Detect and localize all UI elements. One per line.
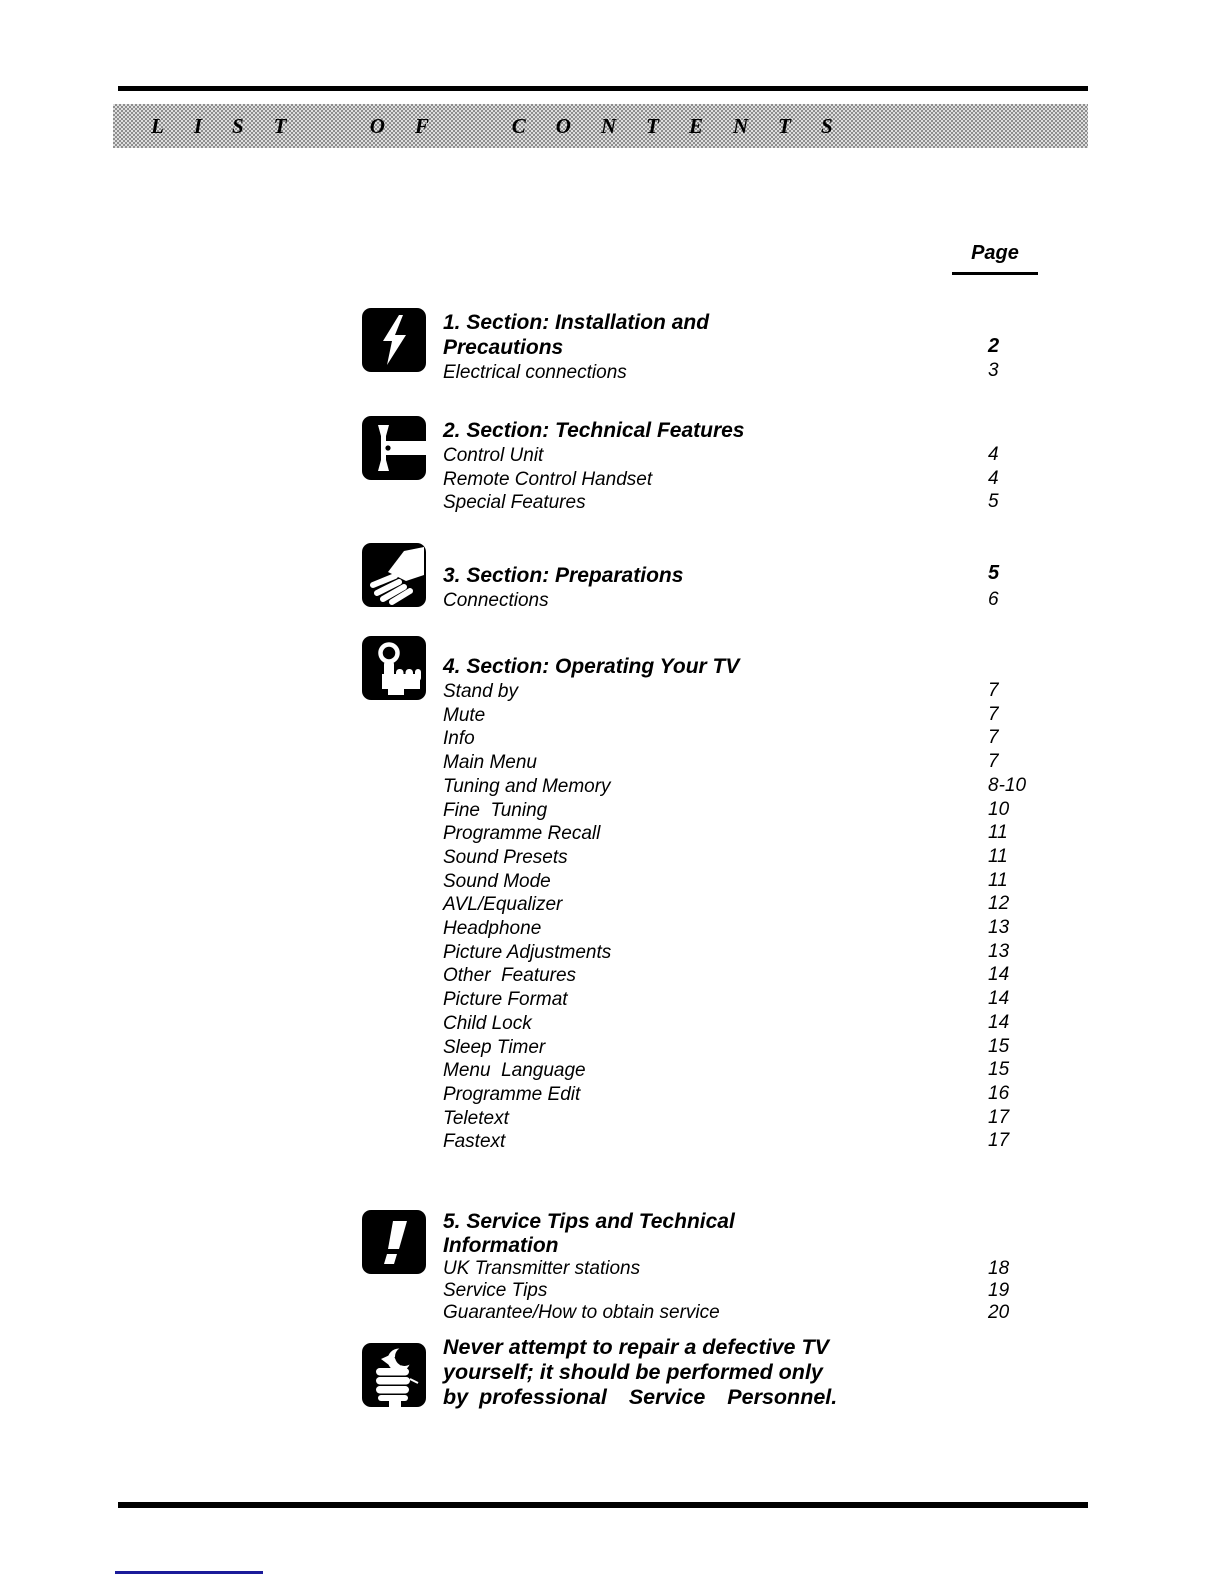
toc-item-page: 18 [988, 1258, 1010, 1279]
toc-item-page: 5 [988, 491, 999, 512]
toc-row [443, 1258, 1083, 1280]
toc-item-label: Child Lock [443, 1012, 532, 1034]
toc-item-label: Sound Mode [443, 870, 551, 892]
section-title-page: 2 [988, 335, 1000, 357]
section-body [443, 416, 1083, 515]
toc-item-label: UK Transmitter stations [443, 1258, 641, 1279]
page-label-underline [952, 272, 1038, 275]
toc-item-page: 7 [988, 727, 999, 749]
toc-item-label: Teletext [443, 1107, 509, 1129]
toc-row [443, 893, 1083, 917]
section-title-line [443, 653, 1083, 680]
toc-item-label: Service Tips [443, 1280, 548, 1301]
toc-row [443, 1012, 1083, 1036]
toc-section [362, 1210, 1083, 1324]
toc-item-page: 17 [988, 1106, 1010, 1128]
warning-line: by professional Service Personnel. [443, 1385, 838, 1409]
toc-item-label: Tuning and Memory [443, 775, 611, 797]
toc-item-label: Electrical connections [443, 362, 627, 383]
section-title-line [443, 310, 1083, 335]
toc-row [443, 491, 1083, 515]
section-title-text: 1. Section: Installation and [443, 311, 710, 334]
contents-title: LIST OF CONTENTS [151, 113, 863, 138]
toc-item-label: Remote Control Handset [443, 468, 653, 490]
toc-row [443, 1280, 1083, 1302]
toc-item-label: Guarantee/How to obtain service [443, 1302, 720, 1323]
toc-row [443, 680, 1083, 704]
section-title-line [443, 1234, 1083, 1258]
toc-row [443, 775, 1083, 799]
toc-row [443, 822, 1083, 846]
toc-item-label: Programme Recall [443, 823, 601, 845]
section-title-line [443, 1210, 1083, 1234]
section-title-text: 3. Section: Preparations [443, 564, 684, 587]
toc-item-page: 7 [988, 751, 999, 773]
toc-item-label: Fine Tuning [443, 799, 548, 821]
toc-row [443, 444, 1083, 468]
section-title-text: 4. Section: Operating Your TV [443, 655, 740, 678]
section-title-text: Precautions [443, 336, 564, 359]
toc-item-label: Main Menu [443, 752, 537, 774]
toc-row [443, 751, 1083, 775]
repair-hand-icon [362, 1343, 426, 1407]
lightning-icon [362, 308, 426, 372]
toc-row [443, 360, 1083, 385]
page-column-label: Page [971, 242, 1019, 264]
toc-row [443, 941, 1083, 965]
toc-item-page: 11 [988, 822, 1008, 844]
toc-item-label: Programme Edit [443, 1083, 581, 1105]
toc-row [443, 1130, 1083, 1154]
toc-item-label: Sleep Timer [443, 1036, 546, 1058]
toc-item-page: 13 [988, 940, 1010, 962]
toc-row [443, 870, 1083, 894]
warning-line: Never attempt to repair a defective TV [443, 1335, 829, 1359]
section-title-text: 5. Service Tips and Technical [443, 1210, 735, 1233]
section-title-page: 5 [988, 562, 1000, 584]
section-title-text: Information [443, 1234, 559, 1257]
toc-item-label: Menu Language [443, 1060, 586, 1082]
warning-text [443, 1335, 837, 1410]
section-title-line [443, 335, 1083, 360]
toc-item-page: 20 [988, 1302, 1010, 1323]
toc-item-label: Sound Presets [443, 846, 568, 868]
toc-item-page: 10 [988, 798, 1010, 820]
control-unit-icon [362, 416, 426, 480]
toc-item-page: 14 [988, 988, 1010, 1010]
toc-item-page: 11 [988, 845, 1008, 867]
toc-section [362, 636, 1083, 1154]
toc-item-label: Connections [443, 590, 549, 611]
bottom-rule [118, 1502, 1088, 1508]
toc-item-page: 4 [988, 467, 999, 489]
toc-item-page: 15 [988, 1059, 1010, 1081]
toc-item-label: Fastext [443, 1131, 506, 1153]
toc-item-page: 14 [988, 1011, 1010, 1033]
toc-row [443, 727, 1083, 751]
exclamation-icon [362, 1210, 426, 1274]
toc-item-label: AVL/Equalizer [443, 894, 563, 916]
section-body [443, 636, 1083, 1154]
section-body [443, 308, 1083, 385]
warning-block [362, 1335, 837, 1412]
toc-row [443, 1036, 1083, 1060]
section-body [443, 543, 1083, 613]
toc-item-page: 7 [988, 703, 999, 725]
toc-row [443, 964, 1083, 988]
section-icon-cell [362, 543, 426, 612]
toc-row [443, 1083, 1083, 1107]
toc-item-label: Picture Format [443, 989, 568, 1011]
toc-item-label: Headphone [443, 918, 542, 940]
toc-item-page: 15 [988, 1035, 1010, 1057]
toc-section [362, 543, 1083, 613]
hand-icon [362, 543, 426, 607]
toc-item-page: 11 [988, 869, 1008, 891]
top-rule [118, 86, 1088, 91]
toc-item-label: Special Features [443, 492, 586, 513]
toc-row [443, 1302, 1083, 1324]
toc-item-label: Other Features [443, 965, 577, 987]
section-title-text: 2. Section: Technical Features [443, 419, 745, 442]
toc-item-page: 13 [988, 917, 1010, 939]
toc-item-page: 3 [988, 360, 999, 381]
toc-item-page: 6 [988, 589, 999, 610]
toc-item-label: Control Unit [443, 445, 544, 466]
section-icon-cell [362, 636, 426, 705]
toc-row [443, 917, 1083, 941]
toc-item-page: 12 [988, 893, 1010, 915]
footer-accent-line [115, 1571, 263, 1574]
toc-item-page: 8-10 [988, 774, 1027, 796]
toc-item-label: Stand by [443, 681, 518, 702]
section-icon-cell [362, 416, 426, 485]
toc-item-label: Picture Adjustments [443, 941, 612, 963]
warning-icon-cell [362, 1343, 426, 1412]
toc-item-page: 14 [988, 964, 1010, 986]
toc-row [443, 589, 1083, 613]
toc-item-label: Info [443, 728, 475, 750]
toc-row [443, 1107, 1083, 1131]
toc-row [443, 988, 1083, 1012]
toc-item-page: 7 [988, 680, 999, 701]
toc-item-label: Mute [443, 704, 486, 726]
section-icon-cell [362, 308, 426, 377]
finger-press-icon [362, 636, 426, 700]
section-title-line [443, 562, 1083, 589]
toc-row [443, 1059, 1083, 1083]
warning-line: yourself; it should be performed only [443, 1360, 823, 1384]
contents-header-band [113, 104, 1088, 148]
section-body [443, 1210, 1083, 1324]
toc-item-page: 16 [988, 1082, 1010, 1104]
toc-item-page: 4 [988, 444, 999, 465]
section-icon-cell [362, 1210, 426, 1279]
toc-row [443, 846, 1083, 870]
toc-item-page: 17 [988, 1130, 1010, 1152]
toc-row [443, 468, 1083, 492]
toc-row [443, 704, 1083, 728]
toc-row [443, 799, 1083, 823]
toc-section [362, 416, 1083, 515]
toc-section [362, 308, 1083, 385]
section-title-line [443, 418, 1083, 444]
toc-item-page: 19 [988, 1280, 1010, 1301]
